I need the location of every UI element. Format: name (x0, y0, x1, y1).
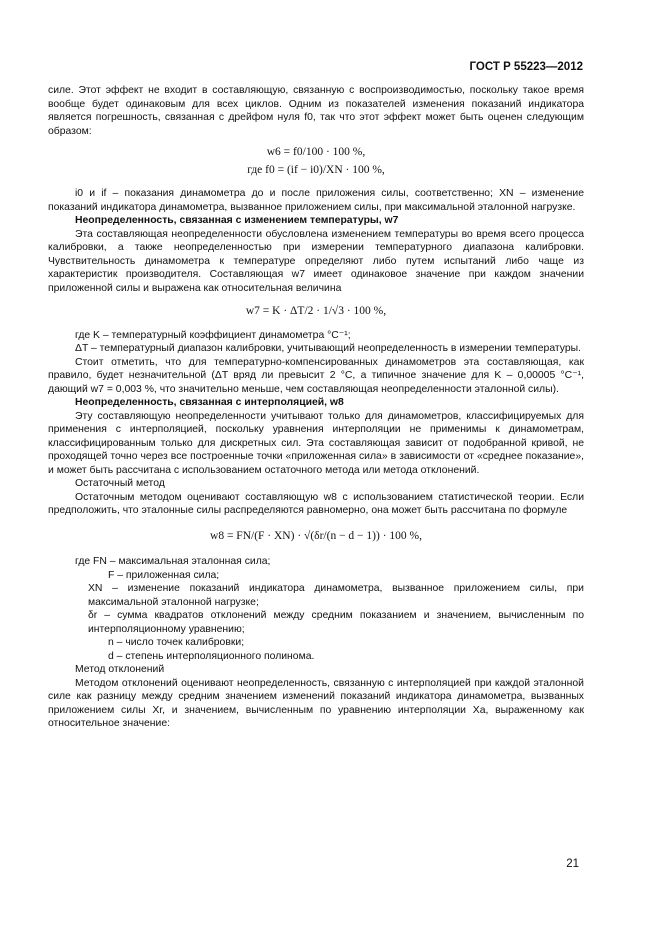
paragraph-1: силе. Этот эффект не входит в составляющую, связанную с воспроизводимостью, поскольку такое время вообще будет одинаковым для всех циклов. Одним из показателей изменения показаний индикатора является погрешность, связанная с дрейфом нуля f0, так что этот эффект может быть оценен следующим образом: (48, 85, 584, 137)
paragraph-6: Стоит отметить, что для температурно-компенсированных динамометров эта составляющая, как правило, будет незначительной (ΔT вряд ли превысит 2 °С, а типичное значение для K – 0,00005 °С⁻¹, дающий w7 = 0,003 %, что значительно меньше, чем составляющая неопределенности эталонной силы). (48, 356, 584, 395)
paragraph-11: F – приложенная сила; (108, 569, 220, 581)
paragraph-13: δr – сумма квадратов отклонений между средним показанием и значением, вычисленным по интерполяционному уравнению; (88, 610, 584, 635)
paragraph-8: Остаточный метод (75, 478, 165, 489)
paragraph-17: Методом отклонений оценивают неопределенность, связанную с интерполяцией при каждой эталонной силе как разницу между средним значением изменений показаний индикатора динамометра, вызванных приложением силы Xr, и значением, вычисленным по уравнению интерполяции Xa, выраженному как относительное значение: (48, 677, 584, 729)
formula-w7 (48, 305, 584, 319)
formula-f0-text: где f0 = (if − i0)/XN · 100 %, (247, 163, 385, 176)
formula-w8 (48, 530, 584, 544)
formula-w6-text: w6 = f0/100 · 100 %, (266, 146, 366, 158)
paragraph-14: n – число точек калибровки; (108, 637, 245, 648)
page-number: 21 (566, 858, 579, 870)
heading-interpolation: Неопределенность, связанная с интерполяцией, w8 (75, 397, 344, 408)
formula-w8-text: w8 = FN/(F · XN) · √(δr/(n − d − 1)) · 100 %, (210, 529, 422, 542)
formula-f0 (48, 164, 584, 178)
paragraph-10: где FN – максимальная эталонная сила; (75, 556, 271, 567)
paragraph-9: Остаточным методом оценивают составляющую w8 с использованием статистической теории. Если предположить, что эталонные силы распределяются равномерно, она может быть рассчитана по формуле (48, 491, 584, 516)
paragraph-4: где K – температурный коэффициент динамометра °С⁻¹; (75, 329, 351, 341)
formula-w7-text: w7 = K · ΔT/2 · 1/√3 · 100 %, (245, 305, 387, 317)
paragraph-5: ΔT – температурный диапазон калибровки, учитывающий неопределенность в измерении температуры. (75, 343, 581, 354)
body-text (48, 84, 584, 731)
heading-temperature: Неопределенность, связанная с изменением температуры, w7 (75, 215, 399, 226)
paragraph-16: Метод отклонений (75, 664, 165, 675)
paragraph-12: XN – изменение показаний индикатора динамометра, вызванное приложением силы, при максимальной эталонной нагрузке; (88, 583, 584, 608)
paragraph-15: d – степень интерполяционного полинома. (108, 650, 315, 662)
paragraph-3: Эта составляющая неопределенности обусловлена изменением температуры во время всего процесса калибровки, а также неопределенностью при измерении температурного диапазона калибровки. Чувствительность динамометра к температуре определяют либо путем испытаний либо чаще из характеристик производителя. Составляющая w7 имеет одинаковое значение при каждом значении приложенной силы и выражена как относительная величина (48, 228, 584, 294)
paragraph-2: i0 и if – показания динамометра до и после приложения силы, соответственно; XN – изменение показаний индикатора динамометра, вызванное приложением силы, при максимальной эталонной нагрузке. (48, 188, 584, 213)
standard-header: ГОСТ Р 55223—2012 (469, 61, 583, 73)
paragraph-7: Эту составляющую неопределенности учитывают только для динамометров, классифицируемых для применения с интерполяцией, поскольку уравнения интерполяции не применимы к динамометрам, классифицированным только для дискретных сил. Эта составляющая зависит от подобранной кривой, не проходящей точно через все построенные точки «приложенная сила» в зависимости от «среднее показание», и может быть рассчитана с использованием остаточного метода или метода отклонений. (48, 410, 584, 476)
formula-w6 (48, 146, 584, 160)
